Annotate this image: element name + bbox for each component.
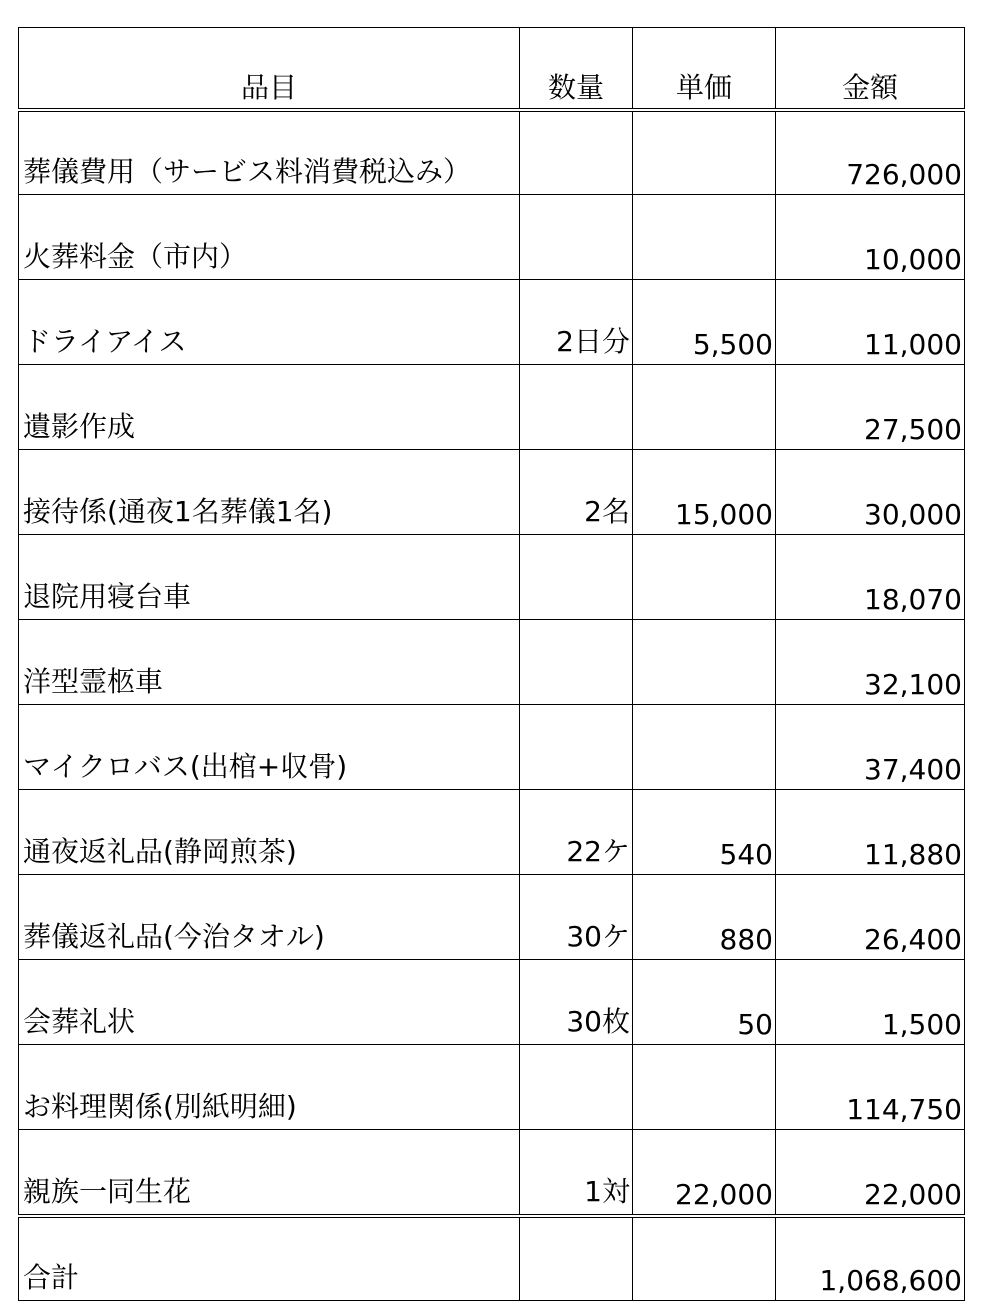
row-qty — [520, 620, 633, 705]
total-row — [19, 1216, 965, 1301]
header-qty: 数量 — [520, 28, 633, 111]
row-item: マイクロバス(出棺+収骨) — [19, 705, 520, 790]
row-item: 火葬料金（市内） — [19, 195, 520, 280]
row-item: 会葬礼状 — [19, 960, 520, 1045]
row-item: 退院用寝台車 — [19, 535, 520, 620]
total-amount: 1,068,600 — [776, 1216, 965, 1301]
row-unit-price — [633, 620, 776, 705]
row-qty: 2名 — [520, 450, 633, 535]
header-amount: 金額 — [776, 28, 965, 111]
row-amount: 30,000 — [776, 450, 965, 535]
row-item: 葬儀費用（サービス料消費税込み） — [19, 110, 520, 195]
row-qty — [520, 535, 633, 620]
row-unit-price: 540 — [633, 790, 776, 875]
table-row — [19, 705, 965, 790]
header-row — [19, 28, 965, 111]
row-amount: 37,400 — [776, 705, 965, 790]
total-qty — [520, 1216, 633, 1301]
row-item: お料理関係(別紙明細) — [19, 1045, 520, 1130]
row-unit-price: 5,500 — [633, 280, 776, 365]
row-amount: 11,880 — [776, 790, 965, 875]
table-row — [19, 790, 965, 875]
header-unit-price: 単価 — [633, 28, 776, 111]
row-amount: 11,000 — [776, 280, 965, 365]
header-item: 品目 — [19, 28, 520, 111]
row-item: 通夜返礼品(静岡煎茶) — [19, 790, 520, 875]
row-qty: 1対 — [520, 1130, 633, 1217]
row-qty: 30枚 — [520, 960, 633, 1045]
row-amount: 32,100 — [776, 620, 965, 705]
row-amount: 726,000 — [776, 110, 965, 195]
row-amount: 27,500 — [776, 365, 965, 450]
row-qty: 30ケ — [520, 875, 633, 960]
row-amount: 22,000 — [776, 1130, 965, 1217]
row-amount: 18,070 — [776, 535, 965, 620]
row-unit-price — [633, 365, 776, 450]
row-unit-price: 22,000 — [633, 1130, 776, 1217]
row-unit-price — [633, 705, 776, 790]
row-amount: 1,500 — [776, 960, 965, 1045]
row-qty — [520, 1045, 633, 1130]
row-unit-price — [633, 1045, 776, 1130]
row-item: 葬儀返礼品(今治タオル) — [19, 875, 520, 960]
row-item: ドライアイス — [19, 280, 520, 365]
row-unit-price: 880 — [633, 875, 776, 960]
row-amount: 10,000 — [776, 195, 965, 280]
table-row — [19, 535, 965, 620]
row-qty: 22ケ — [520, 790, 633, 875]
row-item: 接待係(通夜1名葬儀1名) — [19, 450, 520, 535]
total-label: 合計 — [19, 1216, 520, 1301]
row-qty — [520, 365, 633, 450]
row-qty — [520, 110, 633, 195]
estimate-sheet — [18, 27, 964, 1301]
table-row — [19, 620, 965, 705]
table-row — [19, 1130, 965, 1217]
row-qty — [520, 195, 633, 280]
table-row — [19, 195, 965, 280]
row-unit-price — [633, 535, 776, 620]
table-row — [19, 280, 965, 365]
row-item: 親族一同生花 — [19, 1130, 520, 1217]
row-unit-price: 15,000 — [633, 450, 776, 535]
cost-table — [18, 27, 965, 1301]
row-qty: 2日分 — [520, 280, 633, 365]
row-item: 遺影作成 — [19, 365, 520, 450]
row-qty — [520, 705, 633, 790]
row-unit-price — [633, 110, 776, 195]
table-row — [19, 450, 965, 535]
row-amount: 114,750 — [776, 1045, 965, 1130]
row-item: 洋型霊柩車 — [19, 620, 520, 705]
row-amount: 26,400 — [776, 875, 965, 960]
total-unit-price — [633, 1216, 776, 1301]
table-row — [19, 1045, 965, 1130]
table-row — [19, 110, 965, 195]
row-unit-price — [633, 195, 776, 280]
row-unit-price: 50 — [633, 960, 776, 1045]
table-row — [19, 365, 965, 450]
table-row — [19, 960, 965, 1045]
table-row — [19, 875, 965, 960]
